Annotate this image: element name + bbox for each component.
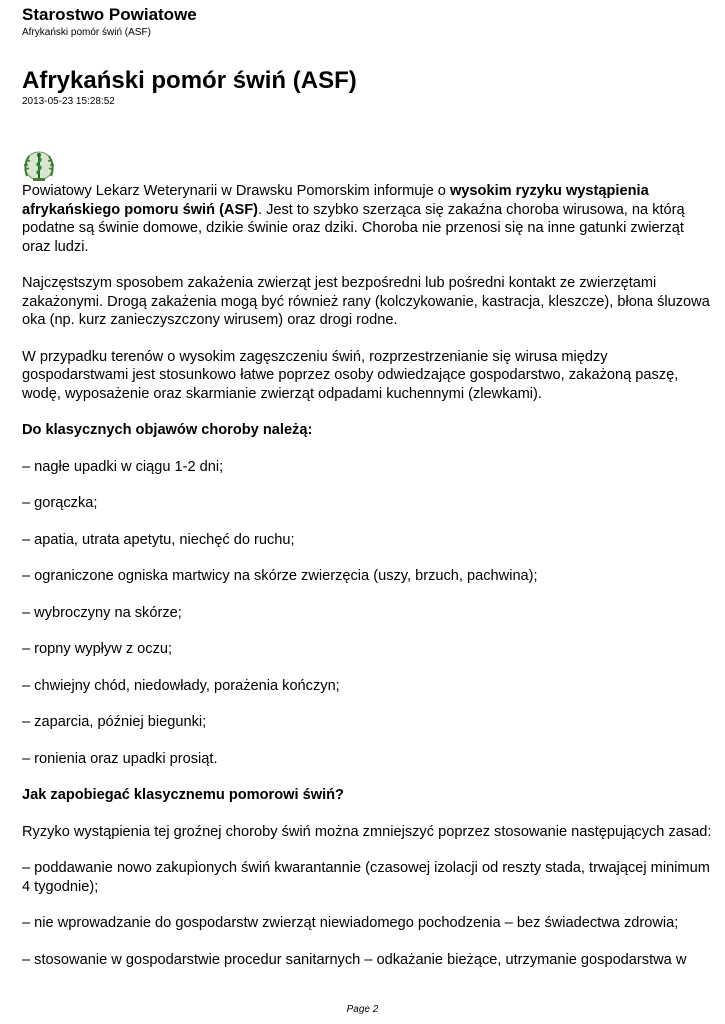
article-date: 2013-05-23 15:28:52 (22, 96, 115, 107)
prevention-item: – nie wprowadzanie do gospodarstw zwierząt niewiadomego pochodzenia – bez świadectwa zdrowia; (22, 915, 679, 931)
site-subtitle: Afrykański pomór świń (ASF) (22, 27, 151, 38)
symptom-item: – ropny wypływ z oczu; (22, 641, 173, 657)
symptoms-heading: Do klasycznych objawów choroby należą: (22, 422, 313, 438)
symptom-item: – nagłe upadki w ciągu 1-2 dni; (22, 458, 224, 475)
spread-paragraph: W przypadku terenów o wysokim zagęszczeniu świń, rozprzestrzenianie się wirusa między gospodarstwami jest stosunkowo łatwe poprzez osoby odwiedzające gospodarstwo, zakażoną paszę, wodę, wyposażenie oraz skarmianie zwierząt odpadami kuchennymi (zlewkami). (22, 348, 679, 402)
veterinary-emblem-icon (19, 150, 59, 184)
article-body (22, 182, 712, 987)
prevention-heading: Jak zapobiegać klasycznemu pomorowi świń? (22, 787, 344, 803)
intro-paragraph (22, 182, 712, 256)
prevention-item: – stosowanie w gospodarstwie procedur sanitarnych – odkażanie bieżące, utrzymanie gospodarstwa w (22, 951, 687, 968)
page-number: Page 2 (346, 1004, 379, 1015)
prevention-item: – poddawanie nowo zakupionych świń kwarantannie (czasowej izolacji od reszty stada, trwającej minimum 4 tygodnie); (22, 860, 710, 895)
symptom-item: – zaparcia, później biegunki; (22, 714, 207, 730)
symptom-item: – chwiejny chód, niedowłady, porażenia kończyn; (22, 677, 340, 694)
symptom-item: – ronienia oraz upadki prosiąt. (22, 750, 218, 767)
article-title: Afrykański pomór świń (ASF) (22, 67, 357, 94)
prevention-intro: Ryzyko wystąpienia tej groźnej choroby świń można zmniejszyć poprzez stosowanie następujących zasad: (22, 823, 712, 840)
intro-suffix: . Jest to szybko szerząca się zakaźna choroba wirusowa, na którą podatne są świnie domowe, dzikie świnie oraz dziki. Choroba nie przenosi się na inne gatunki zwierząt oraz ludzi. (22, 201, 685, 255)
symptom-item: – gorączka; (22, 495, 98, 511)
site-name: Starostwo Powiatowe (22, 5, 197, 24)
symptom-item: – wybroczyny na skórze; (22, 604, 182, 621)
intro-prefix: Powiatowy Lekarz Weterynarii w Drawsku Pomorskim informuje o (22, 183, 450, 199)
symptom-item: – apatia, utrata apetytu, niechęć do ruchu; (22, 531, 295, 548)
intro-emphasis: wysokim ryzyku wystąpienia afrykańskiego pomoru świń (ASF) (22, 183, 649, 218)
transmission-paragraph: Najczęstszym sposobem zakażenia zwierząt jest bezpośredni lub pośredni kontakt ze zwierzętami zakażonymi. Drogą zakażenia mogą być również rany (kolczykowanie, kastracja, kleszcze), błona śluzowa oka (np. kurz zanieczyszczony wirusem) oraz drogi rodne. (22, 275, 710, 328)
symptom-item: – ograniczone ogniska martwicy na skórze zwierzęcia (uszy, brzuch, pachwina); (22, 568, 538, 584)
